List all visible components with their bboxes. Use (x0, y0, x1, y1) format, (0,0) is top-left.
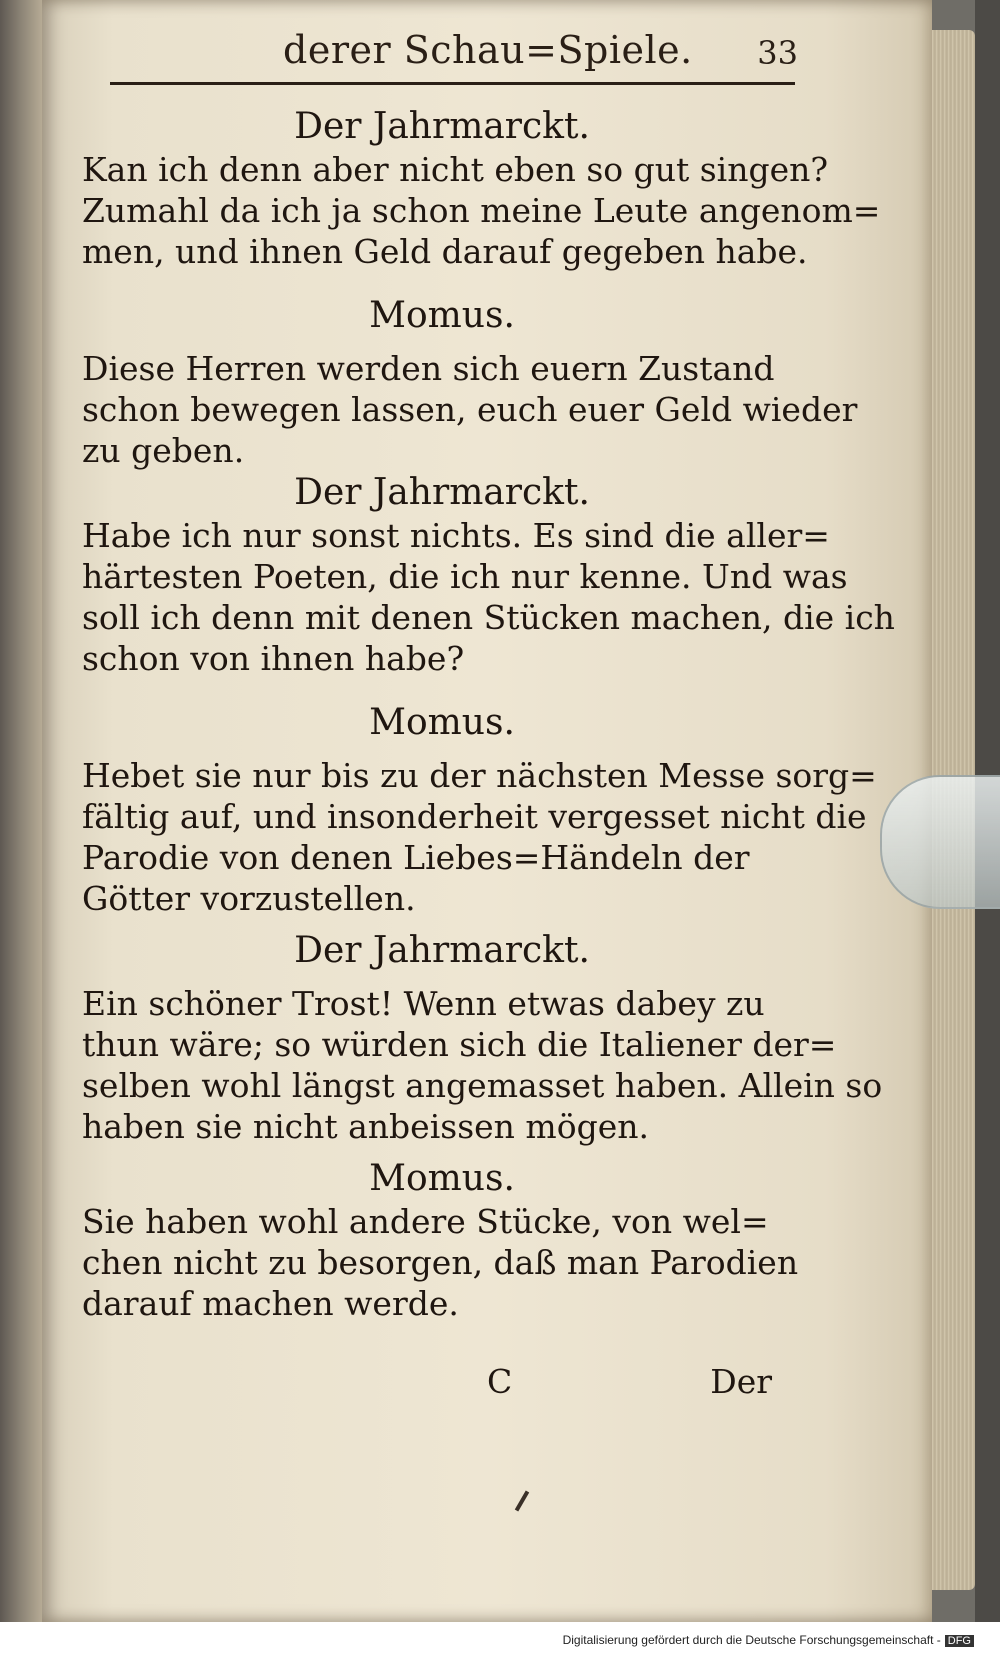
speech (82, 755, 877, 919)
speech-line: Ein schöner Trost! Wenn etwas dabey zu (82, 984, 765, 1023)
speaker-heading: Momus. (369, 1158, 515, 1199)
speech-line: Götter vorzustellen. (82, 879, 416, 918)
signature-mark: C (487, 1362, 513, 1401)
left-page-edge (0, 0, 42, 1622)
speech-line: soll ich denn mit denen Stücken machen, die ich (82, 598, 895, 637)
speech-line: men, und ihnen Geld darauf gegeben habe. (82, 232, 808, 271)
speech-line: Diese Herren werden sich euern Zustand (82, 349, 775, 388)
speech (82, 983, 883, 1147)
speech-line: härtesten Poeten, die ich nur kenne. Und was (82, 557, 848, 596)
page-footer (82, 1362, 772, 1406)
speech-line: selben wohl längst angemasset haben. Allein so (82, 1066, 883, 1105)
speech-line: darauf machen werde. (82, 1284, 459, 1323)
credit-text: Digitalisierung gefördert durch die Deutsche Forschungsgemeinschaft - (562, 1633, 941, 1647)
speech-line: Sie haben wohl andere Stücke, von wel= (82, 1202, 769, 1241)
speaker-heading: Der Jahrmarckt. (294, 930, 590, 971)
speaker-heading: Momus. (369, 702, 515, 743)
speech-line: chen nicht zu besorgen, daß man Parodien (82, 1243, 799, 1282)
dfg-logo: DFG (945, 1635, 974, 1647)
speech (82, 149, 881, 272)
speech-line: zu geben. (82, 431, 245, 470)
speech-line: Hebet sie nur bis zu der nächsten Messe sorg= (82, 756, 877, 795)
speech (82, 1201, 802, 1324)
speaker-heading: Der Jahrmarckt. (294, 106, 590, 147)
speaker-heading: Der Jahrmarckt. (294, 472, 590, 513)
speech-line: haben sie nicht anbeissen mögen. (82, 1107, 649, 1146)
page-header (108, 28, 798, 88)
speech-line: Zumahl da ich ja schon meine Leute angenom= (82, 191, 881, 230)
speech-line: thun wäre; so würden sich die Italiener der= (82, 1025, 837, 1064)
speech (82, 348, 858, 471)
speech-line: schon von ihnen habe? (82, 639, 465, 678)
speech-line: fältig auf, und insonderheit vergesset nicht die (82, 797, 867, 836)
running-head: derer Schau=Spiele. (283, 28, 693, 72)
speech (82, 515, 895, 679)
digitization-credit (563, 1633, 974, 1647)
header-rule (110, 82, 795, 85)
page-number: 33 (757, 34, 798, 72)
speaker-heading: Momus. (369, 295, 515, 336)
text-block (82, 105, 895, 1324)
speech-line: Habe ich nur sonst nichts. Es sind die aller= (82, 516, 830, 555)
speech-line: schon bewegen lassen, euch euer Geld wieder (82, 390, 858, 429)
speech-line: Kan ich denn aber nicht eben so gut singen? (82, 150, 829, 189)
page-clip (880, 775, 1000, 909)
speech-line: Parodie von denen Liebes=Händeln der (82, 838, 750, 877)
catchword: Der (710, 1362, 772, 1401)
